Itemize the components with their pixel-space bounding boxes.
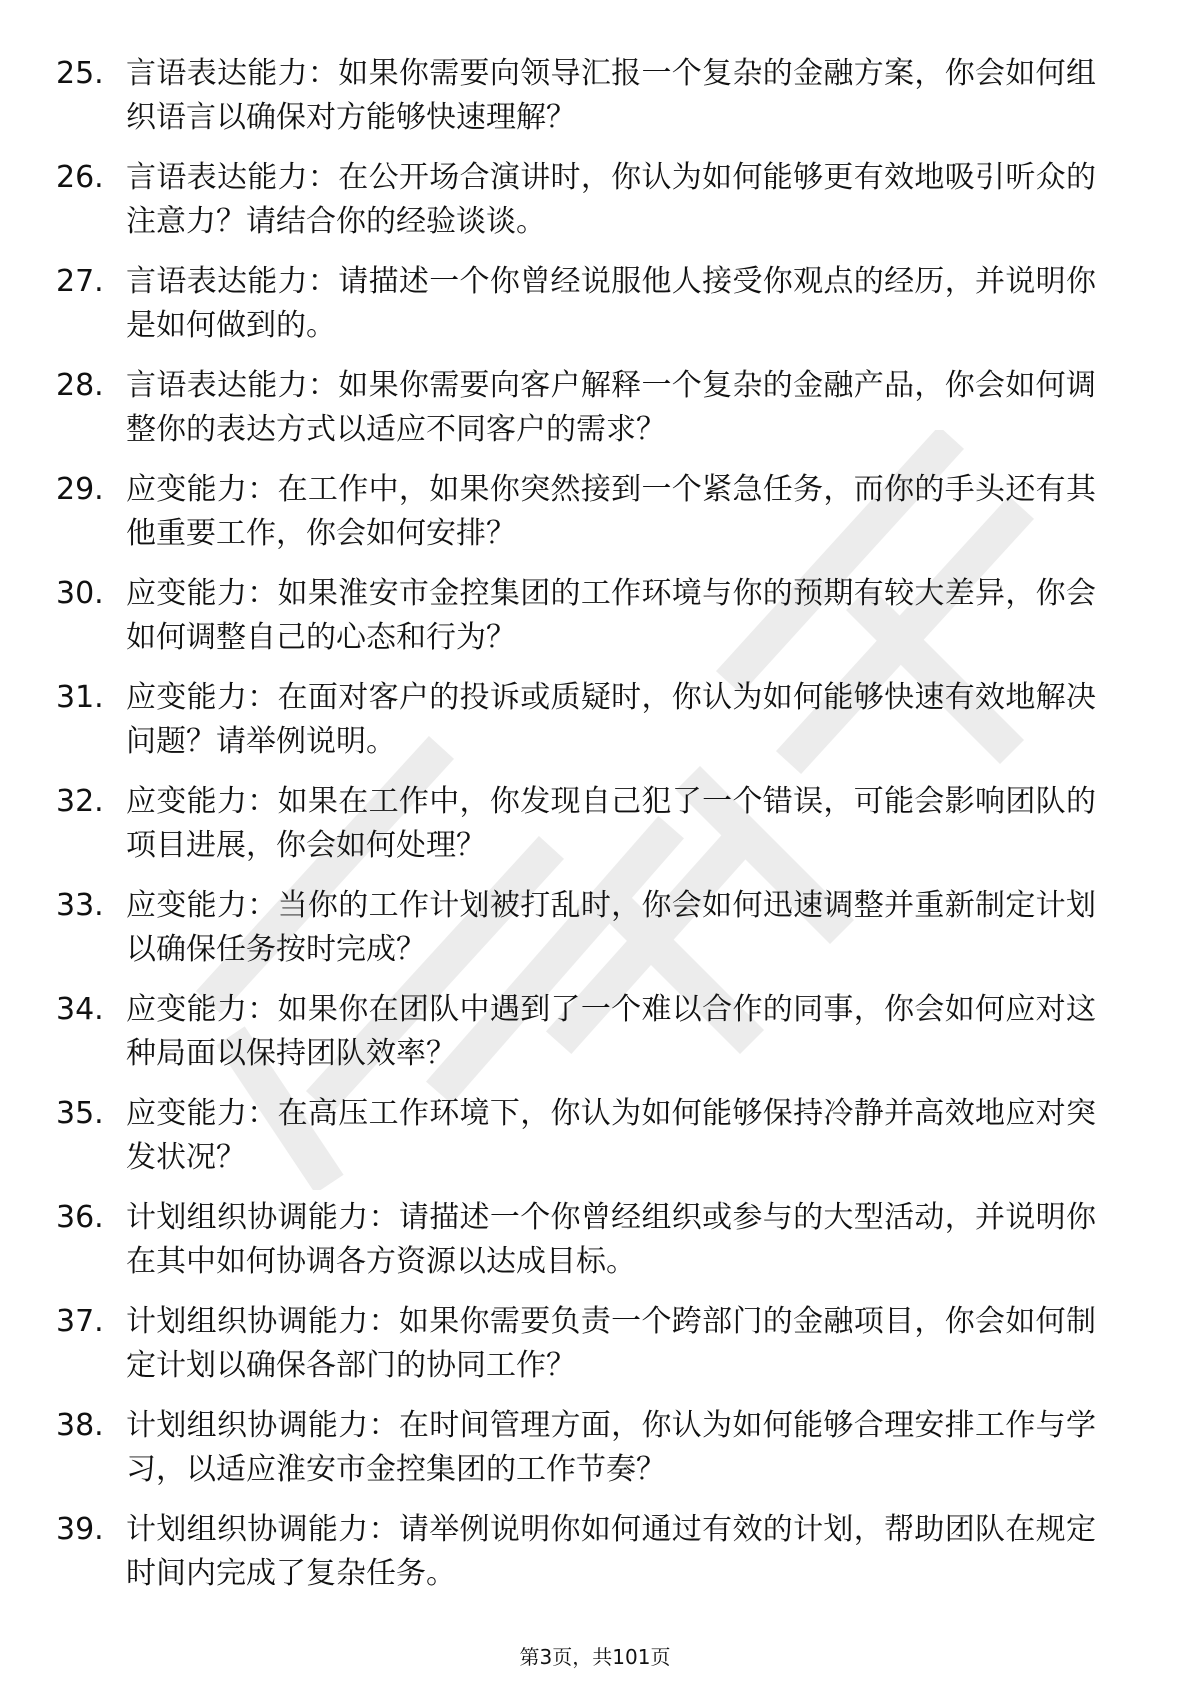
question-text: 应变能力：如果淮安市金控集团的工作环境与你的预期有较大差异，你会如何调整自己的心态和行为？ bbox=[126, 576, 1096, 655]
question-item bbox=[56, 1508, 1106, 1612]
question-text: 计划组织协调能力：请描述一个你曾经组织或参与的大型活动，并说明你在其中如何协调各方资源以达成目标。 bbox=[126, 1200, 1096, 1279]
question-number: 34. bbox=[56, 992, 104, 1027]
question-item bbox=[56, 364, 1106, 468]
question-text: 应变能力：在面对客户的投诉或质疑时，你认为如何能够快速有效地解决问题？请举例说明。 bbox=[126, 680, 1096, 759]
question-number: 30. bbox=[56, 576, 104, 611]
question-text: 应变能力：在高压工作环境下，你认为如何能够保持冷静并高效地应对突发状况？ bbox=[126, 1096, 1096, 1175]
question-number: 26. bbox=[56, 160, 104, 195]
question-number: 28. bbox=[56, 368, 104, 403]
question-number: 31. bbox=[56, 680, 104, 715]
question-item bbox=[56, 1300, 1106, 1404]
question-item bbox=[56, 780, 1106, 884]
question-text: 言语表达能力：如果你需要向客户解释一个复杂的金融产品，你会如何调整你的表达方式以适应不同客户的需求？ bbox=[126, 368, 1096, 447]
question-number: 39. bbox=[56, 1512, 104, 1547]
question-text: 应变能力：当你的工作计划被打乱时，你会如何迅速调整并重新制定计划以确保任务按时完成？ bbox=[126, 888, 1096, 967]
question-number: 29. bbox=[56, 472, 104, 507]
question-item bbox=[56, 884, 1106, 988]
question-item bbox=[56, 1404, 1106, 1508]
question-text: 言语表达能力：如果你需要向领导汇报一个复杂的金融方案，你会如何组织语言以确保对方能够快速理解？ bbox=[126, 56, 1096, 135]
question-number: 25. bbox=[56, 56, 104, 91]
question-number: 32. bbox=[56, 784, 104, 819]
question-text: 应变能力：在工作中，如果你突然接到一个紧急任务，而你的手头还有其他重要工作，你会如何安排？ bbox=[126, 472, 1096, 551]
question-item bbox=[56, 988, 1106, 1092]
question-text: 应变能力：如果你在团队中遇到了一个难以合作的同事，你会如何应对这种局面以保持团队效率？ bbox=[126, 992, 1096, 1071]
question-list bbox=[56, 52, 1106, 1612]
question-item bbox=[56, 1196, 1106, 1300]
question-item bbox=[56, 676, 1106, 780]
question-number: 35. bbox=[56, 1096, 104, 1131]
question-item bbox=[56, 572, 1106, 676]
page-footer: 第3页，共101页 bbox=[519, 1645, 671, 1669]
question-text: 计划组织协调能力：如果你需要负责一个跨部门的金融项目，你会如何制定计划以确保各部门的协同工作？ bbox=[126, 1304, 1096, 1383]
question-item bbox=[56, 52, 1106, 156]
question-item bbox=[56, 156, 1106, 260]
question-number: 33. bbox=[56, 888, 104, 923]
question-text: 言语表达能力：在公开场合演讲时，你认为如何能够更有效地吸引听众的注意力？请结合你的经验谈谈。 bbox=[126, 160, 1096, 239]
question-text: 言语表达能力：请描述一个你曾经说服他人接受你观点的经历，并说明你是如何做到的。 bbox=[126, 264, 1096, 343]
question-number: 37. bbox=[56, 1304, 104, 1339]
question-text: 应变能力：如果在工作中，你发现自己犯了一个错误，可能会影响团队的项目进展，你会如何处理？ bbox=[126, 784, 1096, 863]
question-item bbox=[56, 260, 1106, 364]
question-item bbox=[56, 1092, 1106, 1196]
question-number: 27. bbox=[56, 264, 104, 299]
question-item bbox=[56, 468, 1106, 572]
question-number: 38. bbox=[56, 1408, 104, 1443]
question-text: 计划组织协调能力：在时间管理方面，你认为如何能够合理安排工作与学习，以适应淮安市金控集团的工作节奏？ bbox=[126, 1408, 1096, 1487]
question-number: 36. bbox=[56, 1200, 104, 1235]
question-text: 计划组织协调能力：请举例说明你如何通过有效的计划，帮助团队在规定时间内完成了复杂任务。 bbox=[126, 1512, 1096, 1591]
